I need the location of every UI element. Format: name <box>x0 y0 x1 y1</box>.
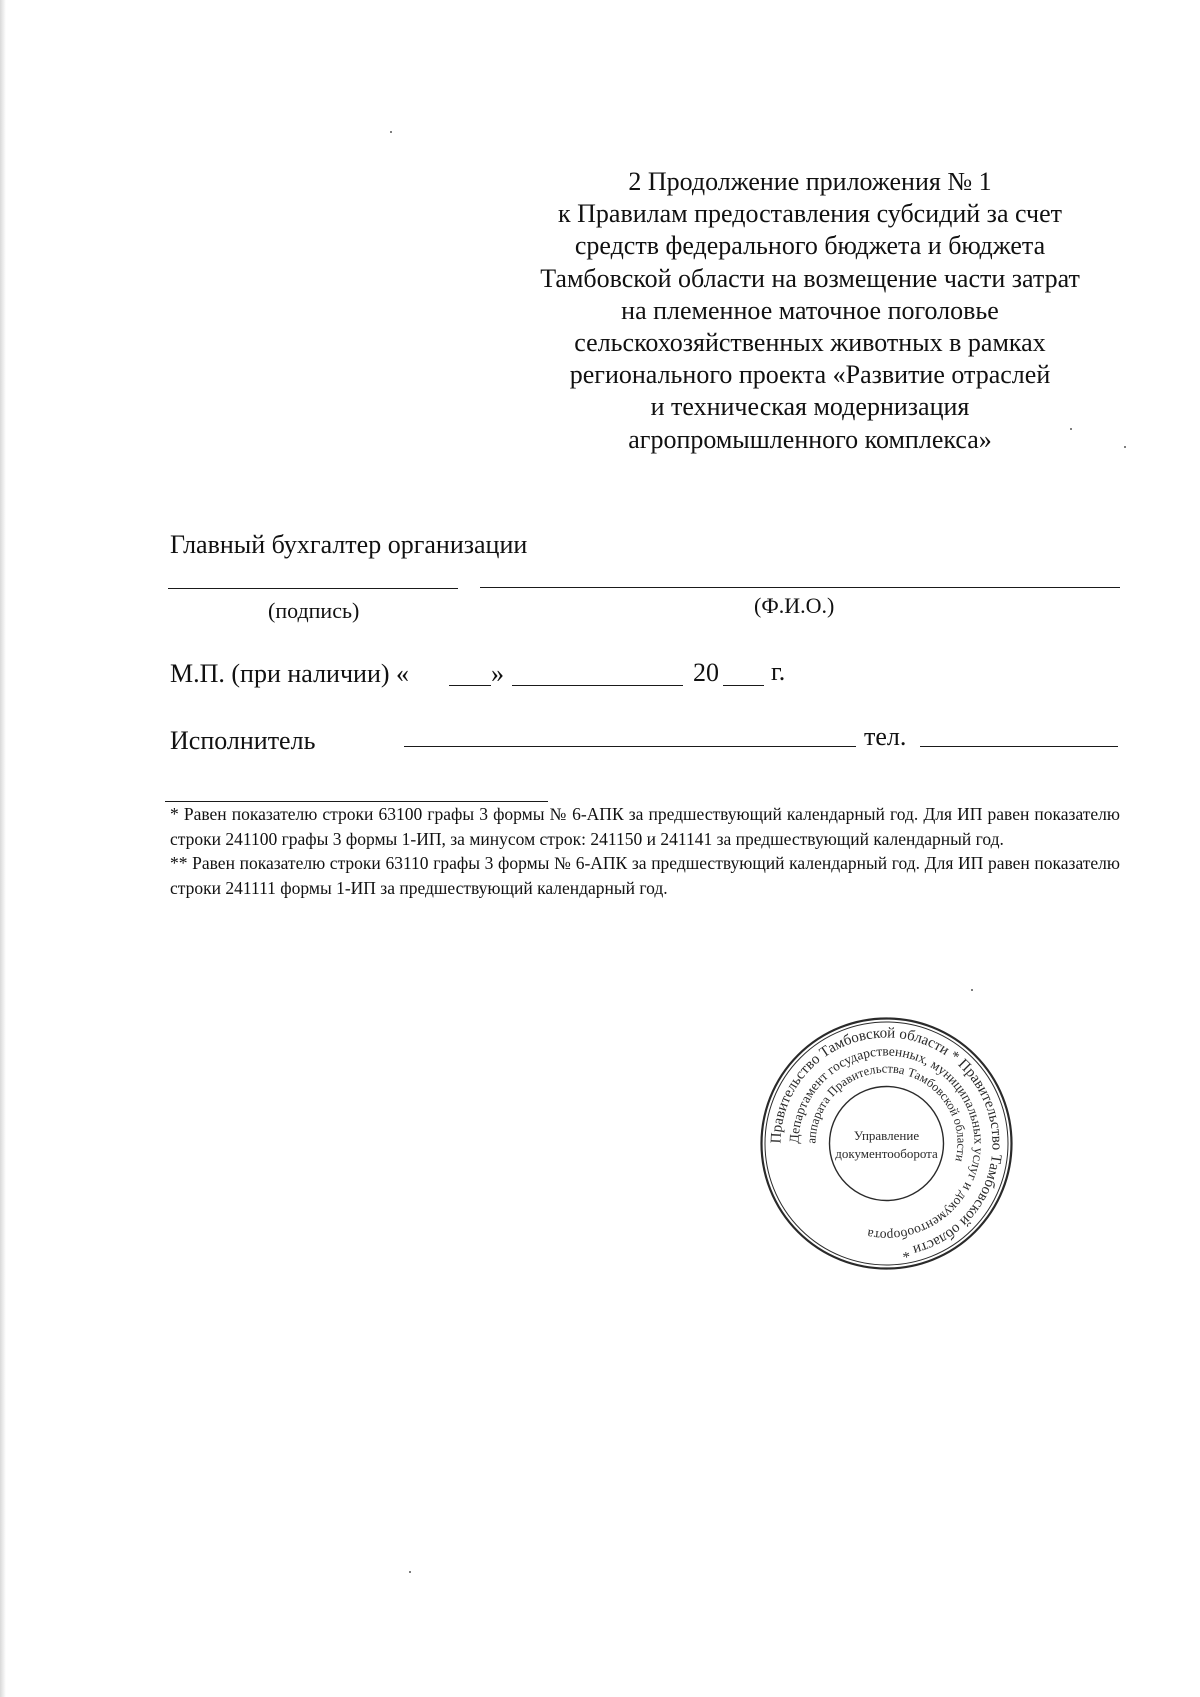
appendix-heading <box>495 166 1125 456</box>
scan-speck <box>971 989 973 991</box>
footnote-double-star: ** Равен показателю строки 63110 графы 3 формы № 6-АПК за предшествующий календарный год. Для ИП равен показателю строки 241111 формы 1-ИП за предшествующий календарный год. <box>170 853 1120 898</box>
heading-line-9: агропромышленного комплекса» <box>628 424 992 454</box>
phone-label: тел. <box>864 722 907 751</box>
heading-line-7: регионального проекта «Развитие отраслей <box>569 360 1051 390</box>
scan-speck <box>390 131 392 133</box>
footnotes <box>170 802 1120 900</box>
heading-line-3: средств федерального бюджета и бюджета <box>574 231 1046 261</box>
heading-line-1: 2 Продолжение приложения № 1 <box>628 167 992 196</box>
day-blank-line <box>449 685 491 686</box>
year-prefix: 20 <box>693 658 719 687</box>
seal-center-line-2: документооборота <box>835 1146 938 1161</box>
scan-edge-shadow <box>0 0 6 1697</box>
seal-middle-text-path: Департамент государственных, муниципальных услуг и документооборота <box>786 1043 987 1244</box>
heading-line-8: и техническая модернизация <box>650 392 970 422</box>
executor-label: Исполнитель <box>170 726 316 755</box>
organization-seal <box>758 1015 1015 1272</box>
year-suffix: г. <box>771 657 786 686</box>
scan-speck <box>1124 446 1126 448</box>
year-blank-line <box>723 685 764 686</box>
seal-inner-text-path: аппарата Правительства Тамбовской области <box>804 1061 969 1164</box>
stamp-place-label: М.П. (при наличии) « <box>170 659 410 688</box>
heading-line-2: к Правилам предоставления субсидий за счет <box>558 199 1062 229</box>
seal-outer-text-path: Правительство Тамбовской области * Правительство Тамбовской области * <box>768 1025 1005 1261</box>
full-name-line <box>480 587 1120 588</box>
chief-accountant-label: Главный бухгалтер организации <box>170 530 528 559</box>
signature-caption: (подпись) <box>268 598 360 623</box>
executor-line <box>404 746 856 747</box>
heading-line-4: Тамбовской области на возмещение части затрат <box>540 263 1080 293</box>
footnote-single-star: * Равен показателю строки 63100 графы 3 формы № 6-АПК за предшествующий календарный год. Для ИП равен показателю строки 241100 графы 3 формы 1-ИП, за минусом строк: 241150 и 241141 за предшествующий календарный год. <box>170 804 1120 849</box>
signature-line <box>168 588 458 589</box>
full-name-caption: (Ф.И.О.) <box>754 593 835 618</box>
day-quote-close: » <box>491 659 504 688</box>
seal-center-line-1: Управление <box>853 1128 920 1143</box>
seal-inner-ring <box>830 1087 944 1201</box>
phone-line <box>920 746 1118 747</box>
heading-line-5: на племенное маточное поголовье <box>621 295 999 325</box>
month-blank-line <box>512 685 683 686</box>
scan-speck <box>1070 428 1072 430</box>
heading-line-6: сельскохозяйственных животных в рамках <box>574 328 1046 358</box>
scan-speck <box>409 1571 411 1573</box>
